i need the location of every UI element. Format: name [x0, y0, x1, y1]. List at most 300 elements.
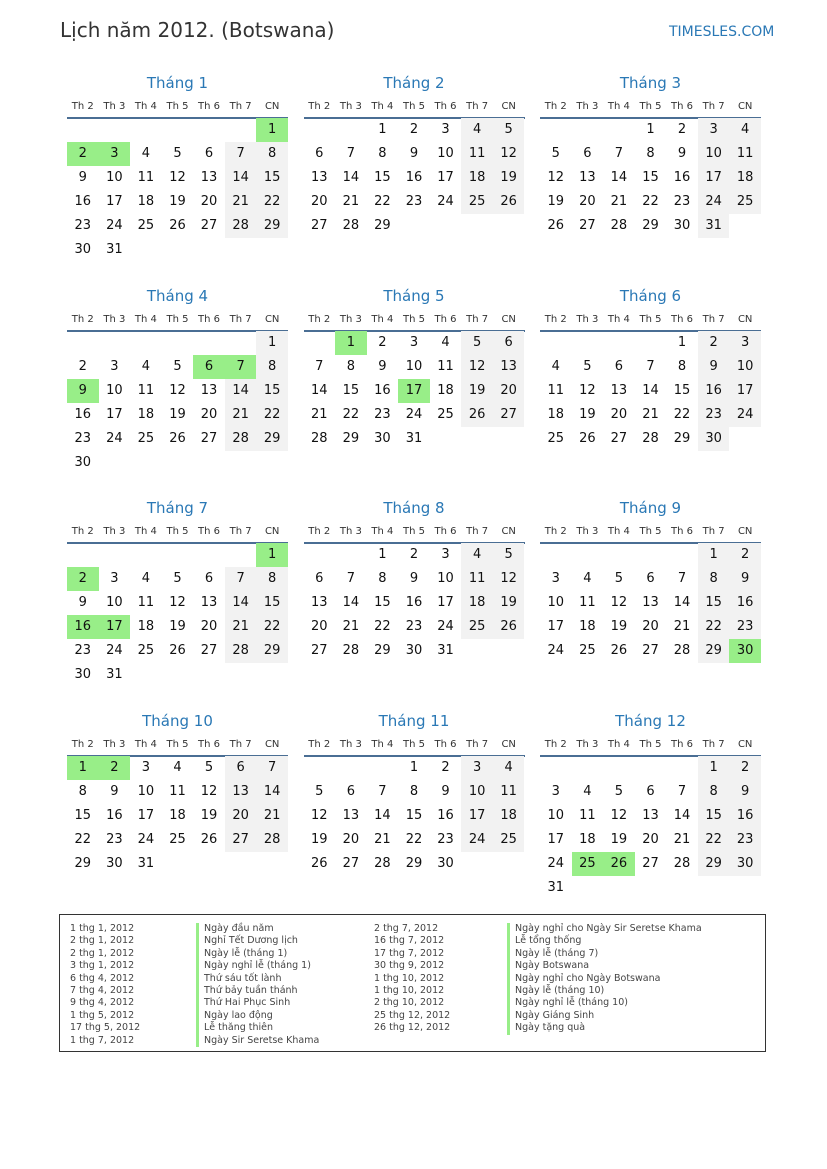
holiday-name: Ngày nghỉ lễ (tháng 10): [507, 997, 702, 1009]
weekday-header: Th 3: [576, 101, 599, 112]
day-cell: 5: [493, 543, 525, 567]
day-cell: 4: [461, 118, 493, 142]
day-cell: 31: [405, 430, 423, 446]
day-cell: 5: [583, 358, 592, 374]
day-cell: 15: [374, 595, 391, 610]
day-cell: 27: [342, 855, 360, 871]
weekday-header: Th 3: [103, 101, 126, 112]
holiday-date: 2 thg 1, 2012: [70, 935, 135, 947]
day-cell: 17: [729, 379, 761, 403]
day-cell: 22: [698, 828, 730, 852]
holiday-date: 17 thg 7, 2012: [374, 947, 445, 959]
day-cell: 8: [646, 146, 655, 161]
holiday-date: 2 thg 10, 2012: [374, 997, 445, 1009]
day-cell: 27: [311, 643, 328, 658]
month-title: Tháng 12: [615, 711, 686, 730]
day-cell: 5: [461, 331, 493, 355]
weekday-header: Th 4: [607, 101, 630, 112]
day-cell: 9: [409, 146, 419, 161]
weekday-header: Th 4: [134, 101, 157, 112]
weekday-header: CN: [737, 101, 753, 112]
day-cell: 3: [551, 571, 560, 586]
day-cell: 6: [204, 146, 214, 161]
day-cell: 22: [74, 831, 92, 847]
day-cell: 10: [405, 358, 423, 374]
day-cell: 6: [315, 146, 324, 161]
weekday-header: Th 6: [671, 101, 694, 112]
day-cell: 22: [256, 190, 288, 214]
holiday-name: Thứ sáu tốt lành: [196, 973, 319, 985]
weekday-header: Th 2: [308, 526, 331, 537]
day-cell: 4: [141, 146, 151, 161]
day-cell: 16: [405, 170, 423, 185]
day-cell: 18: [729, 166, 761, 190]
weekday-header: Th 2: [71, 313, 94, 325]
day-cell: 26: [493, 190, 525, 214]
day-cell: 16: [729, 804, 761, 828]
holiday-name: Lễ thăng thiên: [196, 1022, 319, 1034]
weekday-header: Th 6: [198, 101, 221, 112]
day-cell: 7: [646, 358, 655, 374]
day-cell: 8: [677, 358, 687, 374]
day-cell: 8: [256, 142, 288, 166]
day-cell: 26: [493, 615, 525, 639]
day-cell: 5: [173, 358, 182, 374]
day-cell: 24: [137, 831, 155, 847]
day-cell: 12: [169, 170, 186, 185]
weekday-header: Th 5: [166, 313, 189, 325]
day-cell: 28: [256, 828, 288, 852]
day-cell: 7: [677, 783, 687, 799]
day-cell: 12: [547, 170, 565, 185]
day-cell: 23: [698, 403, 730, 427]
weekday-header: Th 7: [466, 313, 489, 325]
month-title: Tháng 6: [619, 286, 682, 305]
day-cell: 11: [461, 142, 493, 166]
day-cell: 17: [437, 170, 454, 185]
holiday-name: Ngày Giáng Sinh: [507, 1010, 702, 1022]
day-cell: 22: [374, 619, 391, 634]
day-cell: 14: [673, 595, 691, 610]
day-cell: 7: [346, 146, 355, 161]
holiday-date: 9 thg 4, 2012: [70, 997, 135, 1009]
holiday-day-cell: 2: [67, 567, 99, 591]
day-cell: 21: [225, 403, 257, 427]
weekday-header: Th 6: [198, 313, 221, 325]
day-cell: 25: [437, 406, 454, 422]
day-cell: 28: [225, 427, 257, 451]
month-title: Tháng 3: [619, 74, 682, 92]
day-cell: 30: [74, 242, 92, 257]
holiday-name: Ngày tặng quà: [507, 1022, 702, 1034]
day-cell: 18: [579, 831, 596, 847]
day-cell: 21: [342, 194, 360, 209]
day-cell: 3: [441, 547, 450, 562]
day-cell: 26: [547, 218, 565, 233]
day-cell: 13: [200, 170, 218, 185]
day-cell: 18: [137, 619, 155, 634]
day-cell: 11: [137, 170, 155, 185]
holiday-name: Thứ bảy tuần thánh: [196, 985, 319, 997]
day-cell: 4: [583, 571, 592, 586]
day-cell: 17: [698, 166, 730, 190]
day-cell: 1: [378, 547, 387, 562]
holiday-day-cell: 2: [67, 142, 99, 166]
weekday-header: Th 4: [371, 101, 394, 112]
month-title: Tháng 2: [383, 74, 445, 92]
holiday-date: 1 thg 10, 2012: [374, 972, 445, 984]
day-cell: 10: [698, 142, 730, 166]
weekday-header: CN: [264, 313, 280, 325]
day-cell: 29: [374, 218, 391, 233]
day-cell: 31: [106, 242, 123, 257]
weekday-header: Th 7: [229, 101, 252, 112]
day-cell: 3: [110, 571, 119, 586]
weekday-header: Th 7: [466, 101, 489, 112]
holiday-dates-col-2: [374, 923, 450, 1035]
day-cell: 24: [106, 218, 123, 233]
weekday-header: Th 4: [134, 313, 157, 325]
day-cell: 3: [729, 331, 761, 355]
day-cell: 23: [106, 831, 123, 847]
day-cell: 23: [74, 430, 92, 446]
day-cell: 28: [342, 218, 360, 233]
day-cell: 23: [673, 194, 691, 209]
weekday-header: Th 4: [134, 738, 157, 750]
weekday-header: Th 5: [166, 738, 189, 750]
day-cell: 15: [256, 379, 288, 403]
day-cell: 26: [461, 403, 493, 427]
weekday-header: Th 2: [544, 738, 567, 750]
day-cell: 24: [437, 619, 454, 634]
day-cell: 27: [225, 828, 257, 852]
day-cell: 20: [579, 194, 596, 209]
holiday-date: 25 thg 12, 2012: [374, 1009, 451, 1021]
holiday-list: [59, 914, 766, 1052]
day-cell: 23: [405, 194, 423, 209]
day-cell: 10: [106, 595, 123, 610]
day-cell: 4: [551, 358, 560, 374]
day-cell: 13: [642, 807, 659, 823]
day-cell: 22: [673, 406, 691, 422]
day-cell: 7: [346, 571, 355, 586]
day-cell: 3: [409, 334, 419, 350]
weekday-header: CN: [501, 738, 516, 750]
weekday-header: Th 3: [576, 738, 599, 750]
day-cell: 20: [200, 194, 218, 209]
weekday-header: Th 3: [576, 313, 599, 325]
day-cell: 28: [374, 855, 391, 871]
day-cell: 18: [547, 406, 565, 422]
day-cell: 7: [225, 142, 257, 166]
day-cell: 28: [673, 643, 691, 658]
day-cell: 20: [200, 406, 218, 422]
day-cell: 9: [441, 783, 450, 799]
weekday-header: Th 7: [466, 738, 489, 750]
weekday-header: CN: [737, 738, 753, 750]
month-title: Tháng 1: [146, 74, 209, 92]
day-cell: 21: [642, 406, 659, 422]
day-cell: 18: [461, 591, 493, 615]
holiday-day-cell: 7: [225, 355, 257, 379]
day-cell: 11: [137, 595, 155, 610]
day-cell: 20: [493, 379, 525, 403]
day-cell: 6: [225, 756, 257, 780]
day-cell: 19: [169, 619, 186, 634]
day-cell: 5: [614, 783, 624, 799]
day-cell: 4: [141, 571, 151, 586]
day-cell: 25: [169, 831, 186, 847]
day-cell: 3: [461, 756, 493, 780]
day-cell: 21: [225, 615, 257, 639]
day-cell: 18: [169, 807, 186, 823]
day-cell: 19: [311, 831, 328, 847]
day-cell: 9: [698, 355, 730, 379]
day-cell: 7: [315, 358, 324, 374]
weekday-header: Th 2: [71, 526, 94, 537]
day-cell: 5: [551, 146, 560, 161]
day-cell: 25: [579, 643, 596, 658]
holiday-name: Ngày Sir Seretse Khama: [196, 1035, 319, 1047]
day-cell: 26: [200, 831, 218, 847]
month-title: Tháng 11: [378, 711, 450, 730]
day-cell: 12: [493, 142, 525, 166]
day-cell: 11: [493, 780, 525, 804]
day-cell: 1: [677, 334, 687, 350]
day-cell: 11: [579, 807, 596, 823]
day-cell: 20: [225, 804, 257, 828]
weekday-header: Th 6: [671, 313, 694, 325]
day-cell: 12: [610, 807, 628, 823]
day-cell: 18: [137, 194, 155, 209]
weekday-header: CN: [264, 738, 280, 750]
day-cell: 15: [698, 591, 730, 615]
month-title: Tháng 4: [146, 286, 209, 305]
day-cell: 24: [405, 406, 423, 422]
day-cell: 6: [614, 358, 624, 374]
day-cell: 11: [437, 358, 454, 374]
day-cell: 22: [342, 406, 360, 422]
day-cell: 2: [729, 756, 761, 780]
day-cell: 24: [437, 194, 454, 209]
day-cell: 6: [646, 571, 655, 586]
day-cell: 16: [74, 194, 92, 209]
day-cell: 31: [137, 855, 155, 871]
weekday-header: Th 3: [103, 526, 126, 537]
day-cell: 30: [698, 427, 730, 451]
day-cell: 23: [729, 615, 761, 639]
day-cell: 13: [225, 780, 257, 804]
holiday-day-cell: 9: [67, 379, 99, 403]
weekday-header: Th 2: [308, 313, 331, 325]
day-cell: 31: [698, 214, 730, 238]
day-cell: 24: [461, 828, 493, 852]
holiday-name: Ngày lễ (tháng 7): [507, 948, 702, 960]
day-cell: 23: [374, 406, 391, 422]
day-cell: 27: [493, 403, 525, 427]
holiday-day-cell: 26: [603, 852, 635, 876]
day-cell: 9: [378, 358, 387, 374]
holiday-day-cell: 16: [67, 615, 99, 639]
holiday-day-cell: 17: [99, 615, 131, 639]
day-cell: 19: [493, 591, 525, 615]
day-cell: 5: [614, 571, 624, 586]
weekday-header: Th 5: [402, 526, 425, 537]
month-title: Tháng 10: [142, 711, 213, 730]
day-cell: 2: [698, 331, 730, 355]
day-cell: 15: [698, 804, 730, 828]
day-cell: 28: [673, 855, 691, 871]
day-cell: 6: [583, 146, 592, 161]
day-cell: 15: [642, 170, 659, 185]
day-cell: 29: [74, 855, 92, 871]
day-cell: 24: [698, 190, 730, 214]
day-cell: 9: [729, 780, 761, 804]
day-cell: 21: [610, 194, 628, 209]
day-cell: 17: [106, 406, 123, 422]
day-cell: 28: [311, 430, 328, 446]
day-cell: 25: [461, 615, 493, 639]
page-title: Lịch năm 2012. (Botswana): [60, 18, 335, 42]
day-cell: 8: [378, 571, 387, 586]
day-cell: 10: [547, 595, 565, 610]
day-cell: 11: [137, 382, 155, 398]
day-cell: 5: [173, 146, 182, 161]
day-cell: 8: [378, 146, 387, 161]
day-cell: 29: [374, 643, 391, 658]
day-cell: 19: [610, 831, 628, 847]
day-cell: 3: [551, 783, 560, 799]
weekday-header: Th 7: [702, 101, 725, 112]
weekday-header: Th 3: [339, 101, 362, 112]
day-cell: 4: [461, 543, 493, 567]
weekday-header: Th 4: [371, 526, 394, 537]
day-cell: 14: [225, 591, 257, 615]
day-cell: 29: [256, 427, 288, 451]
holiday-date: 6 thg 4, 2012: [70, 972, 135, 984]
weekday-header: Th 3: [576, 526, 599, 537]
holiday-name: Ngày lao động: [196, 1010, 319, 1022]
day-cell: 30: [729, 852, 761, 876]
day-cell: 3: [698, 118, 730, 142]
day-cell: 15: [74, 807, 92, 823]
holiday-name: Nghỉ Tết Dương lịch: [196, 935, 319, 947]
day-cell: 30: [374, 430, 391, 446]
day-cell: 10: [437, 571, 454, 586]
day-cell: 1: [256, 331, 288, 355]
day-cell: 12: [579, 382, 596, 398]
holiday-date: 2 thg 7, 2012: [374, 923, 439, 934]
day-cell: 5: [493, 118, 525, 142]
weekday-header: Th 2: [308, 738, 331, 750]
day-cell: 12: [169, 595, 186, 610]
day-cell: 25: [461, 190, 493, 214]
weekday-header: Th 5: [639, 313, 662, 325]
weekday-header: Th 4: [607, 738, 630, 750]
weekday-header: Th 6: [198, 738, 221, 750]
weekday-header: Th 6: [671, 526, 694, 537]
day-cell: 14: [256, 780, 288, 804]
day-cell: 27: [579, 218, 596, 233]
day-cell: 7: [677, 571, 687, 586]
weekday-header: Th 5: [166, 526, 189, 537]
day-cell: 11: [729, 142, 761, 166]
day-cell: 22: [698, 615, 730, 639]
day-cell: 3: [441, 122, 450, 137]
day-cell: 30: [405, 643, 423, 658]
day-cell: 11: [169, 783, 186, 799]
weekday-header: Th 6: [434, 101, 457, 112]
day-cell: 10: [461, 780, 493, 804]
weekday-header: CN: [501, 101, 516, 112]
day-cell: 19: [610, 619, 628, 634]
day-cell: 12: [200, 783, 218, 799]
day-cell: 27: [200, 643, 218, 658]
day-cell: 30: [74, 454, 92, 470]
day-cell: 17: [461, 804, 493, 828]
day-cell: 27: [200, 218, 218, 233]
holiday-date: 1 thg 1, 2012: [70, 923, 135, 934]
day-cell: 26: [169, 218, 186, 233]
day-cell: 26: [169, 430, 186, 446]
day-cell: 13: [642, 595, 659, 610]
day-cell: 7: [256, 756, 288, 780]
day-cell: 8: [698, 780, 730, 804]
day-cell: 16: [74, 406, 92, 422]
day-cell: 10: [106, 382, 123, 398]
day-cell: 9: [729, 567, 761, 591]
day-cell: 25: [729, 190, 761, 214]
day-cell: 30: [74, 667, 92, 682]
day-cell: 26: [311, 855, 328, 871]
holiday-name: Ngày lễ (tháng 1): [196, 948, 319, 960]
holiday-name: Ngày lễ (tháng 10): [507, 985, 702, 997]
holiday-date: 17 thg 5, 2012: [70, 1022, 141, 1034]
day-cell: 23: [74, 643, 92, 658]
weekday-header: Th 3: [103, 313, 126, 325]
day-cell: 10: [437, 146, 454, 161]
day-cell: 1: [698, 543, 730, 567]
day-cell: 15: [374, 170, 391, 185]
day-cell: 8: [409, 783, 419, 799]
holiday-name: Ngày đầu năm: [196, 923, 319, 935]
weekday-header: Th 7: [702, 738, 725, 750]
day-cell: 15: [256, 591, 288, 615]
day-cell: 8: [346, 358, 355, 374]
site-link[interactable]: TIMESLES.COM: [669, 24, 775, 40]
holiday-day-cell: 2: [99, 756, 131, 780]
day-cell: 20: [642, 831, 659, 847]
day-cell: 24: [106, 643, 123, 658]
day-cell: 25: [547, 430, 565, 446]
weekday-header: Th 5: [402, 313, 425, 325]
day-cell: 2: [409, 122, 419, 137]
day-cell: 5: [204, 759, 214, 775]
day-cell: 3: [141, 759, 151, 775]
weekday-header: Th 6: [434, 526, 457, 537]
day-cell: 17: [437, 595, 454, 610]
weekday-header: CN: [501, 313, 516, 325]
day-cell: 1: [646, 122, 655, 137]
weekday-header: Th 4: [371, 313, 394, 325]
weekday-header: Th 4: [607, 526, 630, 537]
day-cell: 23: [74, 218, 92, 233]
day-cell: 7: [225, 567, 257, 591]
day-cell: 15: [405, 807, 423, 823]
holiday-day-cell: 6: [193, 355, 225, 379]
weekday-header: Th 2: [71, 738, 94, 750]
day-cell: 1: [378, 122, 387, 137]
